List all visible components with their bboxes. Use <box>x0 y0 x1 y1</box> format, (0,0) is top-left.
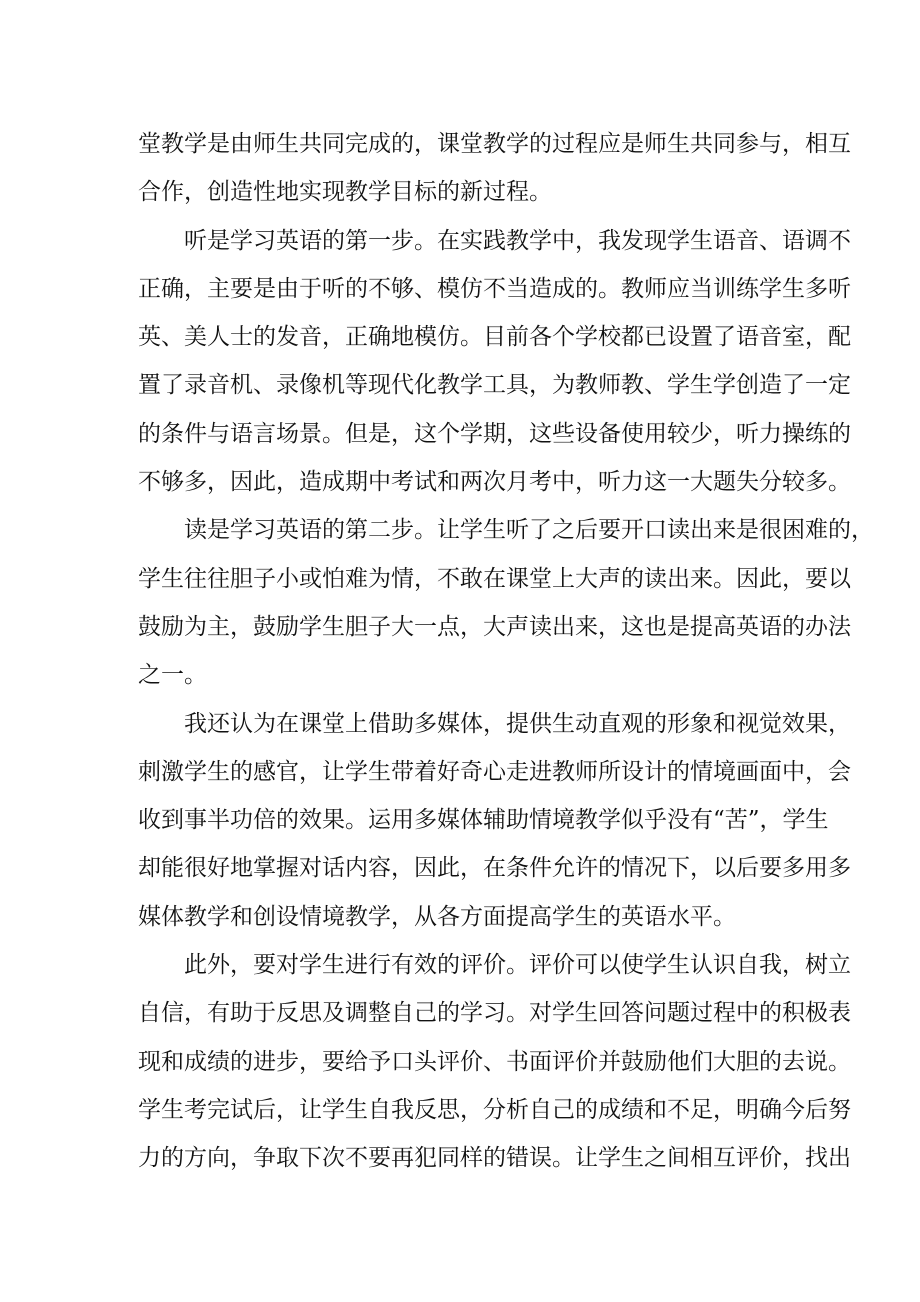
paragraph-2 <box>138 217 851 507</box>
paragraph-line: 读是学习英语的第二步。让学生听了之后要开口读出来是很困难的， <box>184 517 874 544</box>
paragraph-line: 力的方向，争取下次不要再犯同样的错误。让学生之间相互评价，找出 <box>138 1145 851 1172</box>
paragraph-line: 此外，要对学生进行有效的评价。评价可以使学生认识自我，树立 <box>184 952 851 979</box>
paragraph-line: 正确，主要是由于听的不够、模仿不当造成的。教师应当训练学生多听 <box>138 275 851 302</box>
paragraph-line: 我还认为在课堂上借助多媒体，提供生动直观的形象和视觉效果， <box>184 710 851 737</box>
paragraph-line: 置了录音机、录像机等现代化教学工具，为教师教、学生学创造了一定 <box>138 372 851 399</box>
paragraph-line: 英、美人士的发音，正确地模仿。目前各个学校都已设置了语音室，配 <box>138 324 851 351</box>
paragraph-line: 学生往往胆子小或怕难为情，不敢在课堂上大声的读出来。因此，要以 <box>138 565 851 592</box>
paragraph-line: 听是学习英语的第一步。在实践教学中，我发现学生语音、语调不 <box>184 227 851 254</box>
paragraph-line: 的条件与语言场景。但是，这个学期，这些设备使用较少，听力操练的 <box>138 420 851 447</box>
paragraph-line: 合作，创造性地实现教学目标的新过程。 <box>138 179 552 206</box>
paragraph-line: 之一。 <box>138 662 207 689</box>
paragraph-4 <box>138 700 851 941</box>
paragraph-1 <box>138 120 851 217</box>
paragraph-line: 收到事半功倍的效果。运用多媒体辅助情境教学似乎没有“苦”，学生 <box>138 807 829 834</box>
paragraph-line: 学生考完试后，让学生自我反思，分析自己的成绩和不足，明确今后努 <box>138 1096 851 1123</box>
paragraph-5 <box>138 941 851 1182</box>
paragraph-line: 自信，有助于反思及调整自己的学习。对学生回答问题过程中的积极表 <box>138 1000 851 1027</box>
paragraph-line: 堂教学是由师生共同完成的，课堂教学的过程应是师生共同参与，相互 <box>138 131 851 157</box>
paragraph-line: 刺激学生的感官，让学生带着好奇心走进教师所设计的情境画面中，会 <box>138 758 851 785</box>
paragraph-line: 却能很好地掌握对话内容，因此，在条件允许的情况下，以后要多用多 <box>138 855 851 882</box>
paragraph-line: 不够多，因此，造成期中考试和两次月考中，听力这一大题失分较多。 <box>138 469 851 496</box>
paragraph-line: 媒体教学和创设情境教学，从各方面提高学生的英语水平。 <box>138 903 736 930</box>
paragraph-line: 鼓励为主，鼓励学生胆子大一点，大声读出来，这也是提高英语的办法 <box>138 613 851 640</box>
paragraph-line: 现和成绩的进步，要给予口头评价、书面评价并鼓励他们大胆的去说。 <box>138 1048 851 1075</box>
document-body <box>138 120 874 1183</box>
paragraph-3 <box>138 506 874 699</box>
